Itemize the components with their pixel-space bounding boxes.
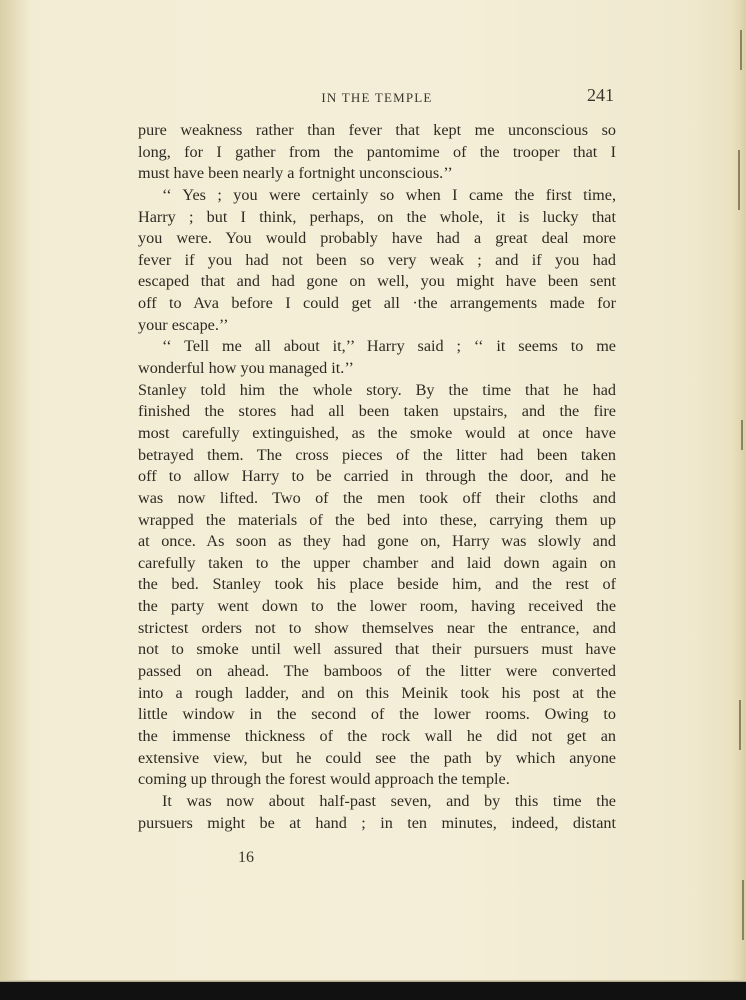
text-line: the immense thickness of the rock wall he did not get an <box>138 726 616 745</box>
page-number: 241 <box>587 85 614 105</box>
text-line: ‘‘ Tell me all about it,’’ Harry said ; ‘‘ it seems to me <box>162 337 616 356</box>
text-line: ‘‘ Yes ; you were certainly so when I came the first time, <box>162 185 616 204</box>
text-line: finished the stores had all been taken upstairs, and the fire <box>138 402 616 421</box>
text-line: carefully taken to the upper chamber and laid down again on <box>138 553 616 572</box>
text-line: pursuers might be at hand ; in ten minutes, indeed, distant <box>138 813 616 832</box>
text-line: off to Ava before I could get all ·the arrangements made for <box>138 294 616 313</box>
running-head: IN THE TEMPLE <box>321 90 433 105</box>
page-edge-mark <box>738 150 740 210</box>
text-line: It was now about half-past seven, and by this time the <box>162 791 616 810</box>
text-line: not to smoke until well assured that their pursuers must have <box>138 640 616 659</box>
text-line: at once. As soon as they had gone on, Harry was slowly and <box>138 532 616 551</box>
page-edge-mark <box>740 30 742 70</box>
text-line: long, for I gather from the pantomime of the trooper that I <box>138 142 616 161</box>
text-line: off to allow Harry to be carried in through the door, and he <box>138 467 616 486</box>
text-line: the party went down to the lower room, having received the <box>138 597 616 616</box>
text-line: strictest orders not to show themselves near the entrance, and <box>138 618 616 637</box>
text-line: fever if you had not been so very weak ; and if you had <box>138 250 616 269</box>
text-line: extensive view, but he could see the path by which anyone <box>138 748 616 767</box>
text-line: must have been nearly a fortnight unconscious.’’ <box>138 164 453 183</box>
text-line: into a rough ladder, and on this Meinik took his post at the <box>138 683 616 702</box>
page-edge-mark <box>742 880 744 940</box>
gutter-shadow <box>0 0 30 1000</box>
text-line: Harry ; but I think, perhaps, on the whole, it is lucky that <box>138 207 616 226</box>
page-edge-mark <box>741 420 743 450</box>
text-line: wonderful how you managed it.’’ <box>138 359 354 378</box>
page-edge-mark <box>739 700 741 750</box>
text-line: you were. You would probably have had a great deal more <box>138 229 616 248</box>
text-line: Stanley told him the whole story. By the time that he had <box>138 380 616 399</box>
page-header <box>138 85 616 112</box>
text-line: wrapped the materials of the bed into these, carrying them up <box>138 510 616 529</box>
page-edge <box>732 0 746 980</box>
text-line: most carefully extinguished, as the smoke would at once have <box>138 423 616 442</box>
text-line: little window in the second of the lower rooms. Owing to <box>138 705 616 724</box>
body-text <box>138 120 616 834</box>
text-line: betrayed them. The cross pieces of the litter had been taken <box>138 445 616 464</box>
text-line: coming up through the forest would approach the temple. <box>138 770 510 789</box>
text-line: the bed. Stanley took his place beside him, and the rest of <box>138 575 616 594</box>
scan-bottom-edge <box>0 982 746 1000</box>
text-line: pure weakness rather than fever that kept me unconscious so <box>138 121 616 139</box>
text-line: passed on ahead. The bamboos of the litter were converted <box>138 662 616 681</box>
text-line: your escape.’’ <box>138 315 229 334</box>
signature-mark: 16 <box>238 849 254 866</box>
text-line: escaped that and had gone on well, you might have been sent <box>138 272 616 291</box>
text-line: was now lifted. Two of the men took off their cloths and <box>138 488 616 507</box>
